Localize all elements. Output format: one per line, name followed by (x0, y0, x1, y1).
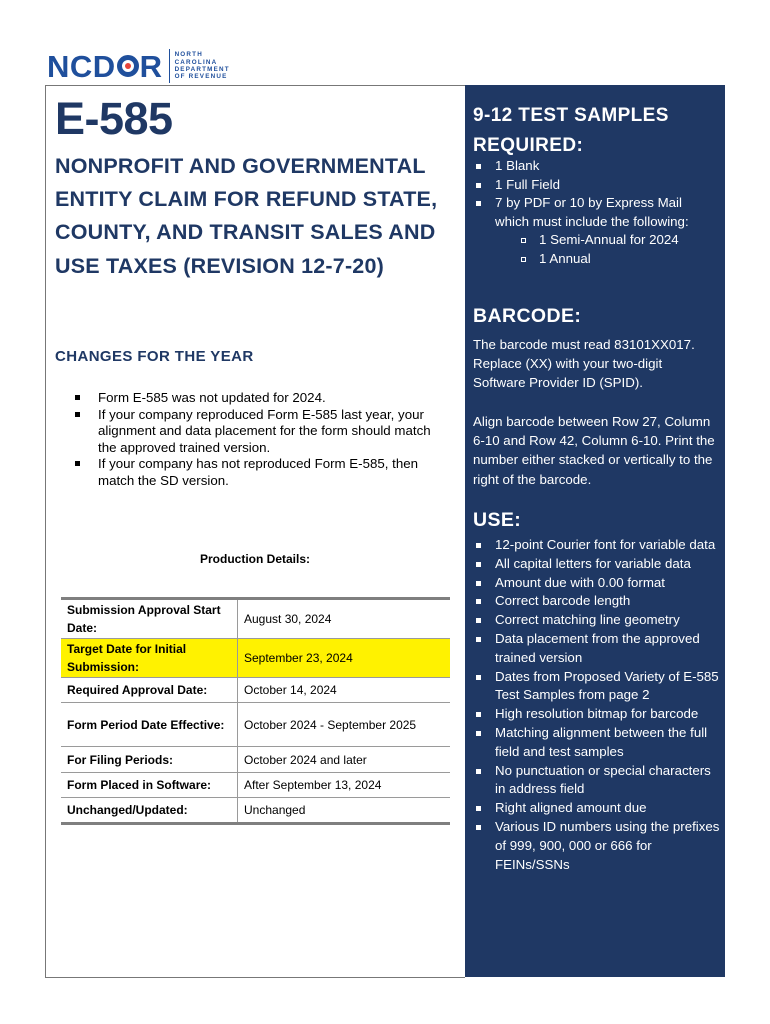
logo-wordmark-right: R (139, 48, 163, 84)
list-item: No punctuation or special characters in address field (475, 762, 720, 800)
barcode-heading: BARCODE: (473, 305, 582, 327)
table-row (61, 747, 450, 773)
list-item: 1 Full Field (475, 176, 715, 195)
test-samples-list (475, 157, 715, 269)
sublist-item: 1 Semi-Annual for 2024 (495, 231, 715, 250)
list-item: If your company has not reproduced Form E-585, then match the SD version. (74, 456, 449, 489)
row-value: October 2024 and later (238, 747, 451, 773)
list-item: 12-point Courier font for variable data (475, 536, 720, 555)
list-item: Dates from Proposed Variety of E-585 Test Samples from page 2 (475, 668, 720, 706)
list-item (475, 194, 715, 268)
list-item: Right aligned amount due (475, 799, 720, 818)
logo-sub-line: OF REVENUE (174, 73, 228, 81)
logo-o-mark-icon (117, 55, 139, 77)
test-samples-heading: 9-12 TEST SAMPLES REQUIRED: (473, 105, 669, 156)
row-value: October 2024 - September 2025 (238, 703, 451, 747)
list-item: Matching alignment between the full field and test samples (475, 724, 720, 762)
sublist-item: 1 Annual (495, 250, 715, 269)
logo-wordmark-left: NCD (47, 48, 116, 84)
list-item: Amount due with 0.00 format (475, 574, 720, 593)
production-heading: Production Details: (200, 552, 311, 566)
production-table (61, 597, 450, 825)
form-title: NONPROFIT AND GOVERNMENTAL ENTITY CLAIM FOR REFUND STATE, COUNTY, AND TRANSIT SALES AND USE TAXES (REVISION 12-7-20) (55, 154, 438, 278)
table-row (61, 599, 450, 639)
list-item-text: 7 by PDF or 10 by Express Mail which must include the following: (495, 195, 689, 229)
row-value: October 14, 2024 (238, 678, 451, 703)
row-value: After September 13, 2024 (238, 773, 451, 798)
row-value: Unchanged (238, 798, 451, 824)
table-row (61, 678, 450, 703)
requirements-panel (465, 85, 725, 977)
use-heading: USE: (473, 509, 522, 531)
list-item: Correct barcode length (475, 592, 720, 611)
row-label: Required Approval Date: (61, 678, 238, 703)
changes-list (74, 390, 449, 490)
changes-heading: CHANGES FOR THE YEAR (55, 348, 254, 365)
ncdor-logo (47, 46, 230, 86)
logo-sub-line: CAROLINA (174, 58, 218, 66)
list-item: Various ID numbers using the prefixes of 999, 900, 000 or 666 for FEINs/SSNs (475, 818, 720, 874)
list-item: Form E-585 was not updated for 2024. (74, 390, 449, 407)
table-row (61, 798, 450, 824)
logo-wordmark (47, 48, 163, 84)
logo-subtitle (175, 51, 230, 81)
row-value: August 30, 2024 (238, 599, 451, 639)
form-id: E-585 (55, 93, 173, 144)
list-item: High resolution bitmap for barcode (475, 705, 720, 724)
barcode-alignment: Align barcode between Row 27, Column 6-10 and Row 42, Column 6-10. Print the number either stacked or vertically to the right of the barcode. (473, 414, 715, 487)
list-item: Correct matching line geometry (475, 611, 720, 630)
list-item: Data placement from the approved trained version (475, 630, 720, 668)
test-samples-sublist (495, 231, 715, 268)
use-list (475, 536, 720, 874)
table-row-highlighted (61, 639, 450, 678)
table-row (61, 773, 450, 798)
frame-bottom-border (45, 977, 465, 978)
row-label: Submission Approval Start Date: (61, 599, 238, 639)
logo-sub-line: DEPARTMENT (174, 66, 230, 73)
table-row (61, 703, 450, 747)
list-item: All capital letters for variable data (475, 555, 720, 574)
row-label: Unchanged/Updated: (61, 798, 238, 824)
logo-divider (169, 49, 170, 83)
row-value: September 23, 2024 (238, 639, 451, 678)
barcode-instructions: The barcode must read 83101XX017. Replace (XX) with your two-digit Software Provider ID (SPID). (473, 337, 695, 391)
row-label: Target Date for Initial Submission: (61, 639, 238, 678)
logo-sub-line: NORTH (174, 51, 203, 59)
list-item: 1 Blank (475, 157, 715, 176)
row-label: Form Placed in Software: (61, 773, 238, 798)
list-item: If your company reproduced Form E-585 last year, your alignment and data placement for the form should match the approved trained version. (74, 407, 449, 457)
frame-left-border (45, 85, 46, 977)
row-label: For Filing Periods: (61, 747, 238, 773)
row-label: Form Period Date Effective: (61, 703, 238, 747)
